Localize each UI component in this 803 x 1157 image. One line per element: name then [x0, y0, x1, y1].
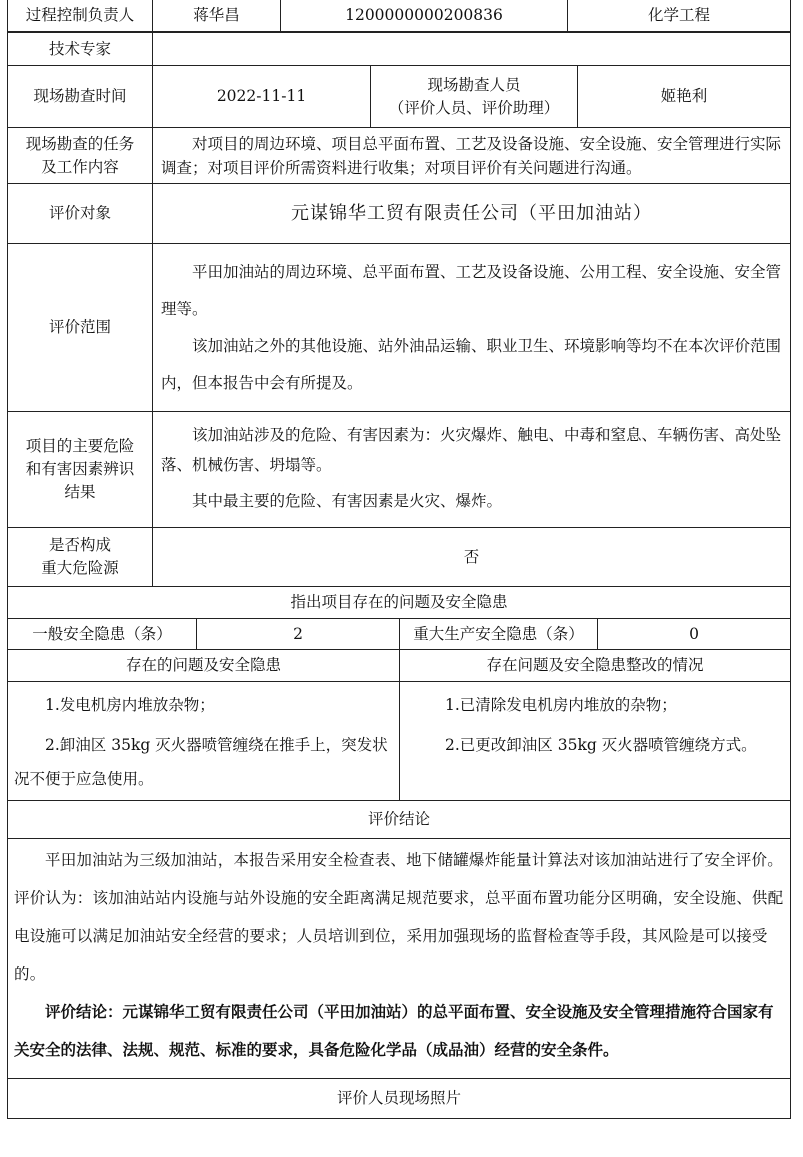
task-label-line2: 及工作内容	[41, 157, 119, 176]
label-survey-time: 现场勘查时间	[8, 66, 153, 127]
survey-staff-label-line2: （评价人员、评价助理）	[388, 98, 560, 117]
certificate-number: 1200000000200836	[281, 0, 568, 31]
photos-header: 评价人员现场照片	[336, 1089, 461, 1107]
scope-paragraph-2: 该加油站之外的其他设施、站外油品运输、职业卫生、环境影响等均不在本次评价范围内，但本报告中会有所提及。	[161, 337, 782, 392]
label-major-hazard-count: 重大生产安全隐患（条）	[400, 619, 598, 649]
row-conclusion	[7, 839, 791, 1079]
hazard-paragraph-2: 其中最主要的危险、有害因素是火灾、爆炸。	[192, 492, 503, 510]
eval-scope-content	[153, 244, 790, 411]
tech-expert-value	[153, 33, 790, 65]
rectification-column-header: 存在问题及安全隐患整改的情况	[486, 656, 704, 674]
conclusion-content	[8, 839, 790, 1078]
row-survey	[7, 66, 791, 128]
hazard-label-line2: 和有害因素辨识	[25, 460, 135, 478]
row-tech-expert	[7, 32, 791, 66]
task-content: 对项目的周边环境、项目总平面布置、工艺及设备设施、安全设施、安全管理进行实际调查；对项目评价所需资料进行收集；对项目评价有关问题进行沟通。	[161, 134, 782, 177]
label-process-control-head: 过程控制负责人	[8, 0, 153, 31]
issues-header: 指出项目存在的问题及安全隐患	[290, 593, 508, 611]
label-major-hazard	[8, 528, 153, 586]
row-task	[7, 128, 791, 184]
conclusion-paragraph: 平田加油站为三级加油站，本报告采用安全检查表、地下储罐爆炸能量计算法对该加油站进行了安全评价。评价认为：该加油站站内设施与站外设施的安全距离满足规范要求，总平面布置功能分区明确，安全设施、供配电设施可以满足加油站安全经营的要求；人员培训到位，采用加强现场的监督检查等手段，其风险是可以接受的。	[14, 851, 784, 983]
row-eval-scope	[7, 244, 791, 412]
label-survey-staff	[371, 66, 578, 127]
task-label-line1: 现场勘查的任务	[25, 134, 135, 153]
rectification-list	[400, 682, 790, 800]
major-hazard-count: 0	[689, 624, 699, 643]
label-hazard	[8, 412, 153, 527]
issues-column-header: 存在的问题及安全隐患	[8, 650, 400, 681]
major-hazard-label-line1: 是否构成	[48, 536, 111, 554]
conclusion-header: 评价结论	[367, 810, 430, 828]
row-issue-columns	[7, 650, 791, 682]
major-hazard-label-line2: 重大危险源	[41, 559, 119, 577]
issues-list	[8, 682, 400, 800]
label-tech-expert: 技术专家	[8, 33, 153, 65]
row-issues	[7, 682, 791, 801]
row-major-hazard	[7, 528, 791, 587]
task-content-cell	[153, 128, 790, 183]
hazard-content	[153, 412, 790, 527]
conclusion-statement: 评价结论：元谋锦华工贸有限责任公司（平田加油站）的总平面布置、安全设施及安全管理措施符合国家有关安全的法律、法规、规范、标准的要求，具备危险化学品（成品油）经营的安全条件。	[14, 1002, 774, 1059]
row-photos-header	[7, 1079, 791, 1119]
hazard-label-line3: 结果	[64, 483, 96, 501]
survey-staff-label-line1: 现场勘查人员	[427, 75, 521, 94]
label-eval-scope: 评价范围	[8, 244, 153, 411]
hazard-paragraph-1: 该加油站涉及的危险、有害因素为：火灾爆炸、触电、中毒和窒息、车辆伤害、高处坠落、机械伤害、坍塌等。	[161, 426, 782, 474]
issue-item-2: 2.卸油区 35kg 灭火器喷管缠绕在推手上，突发状况不便于应急使用。	[14, 736, 388, 788]
eval-object-value: 元谋锦华工贸有限责任公司（平田加油站）	[291, 203, 652, 224]
major-hazard-value: 否	[463, 547, 480, 566]
major-field: 化学工程	[647, 6, 710, 24]
survey-staff-name: 姬艳利	[660, 87, 708, 105]
row-hazard	[7, 412, 791, 528]
rectification-item-2: 2.已更改卸油区 35kg 灭火器喷管缠绕方式。	[445, 736, 757, 754]
row-conclusion-header	[7, 801, 791, 839]
row-issue-counts	[7, 619, 791, 650]
general-hazard-count: 2	[197, 619, 400, 649]
label-eval-object: 评价对象	[8, 184, 153, 243]
rectification-item-1: 1.已清除发电机房内堆放的杂物；	[445, 696, 677, 714]
issue-item-1: 1.发电机房内堆放杂物；	[45, 696, 215, 714]
label-general-hazard-count: 一般安全隐患（条）	[8, 619, 197, 649]
row-responsible	[7, 0, 791, 32]
row-issues-header	[7, 587, 791, 619]
scope-paragraph-1: 平田加油站的周边环境、总平面布置、工艺及设备设施、公用工程、安全设施、安全管理等。	[161, 263, 782, 318]
hazard-label-line1: 项目的主要危险	[25, 437, 135, 455]
responsible-name: 蒋华昌	[153, 0, 281, 31]
survey-date: 2022-11-11	[153, 66, 371, 127]
row-eval-object	[7, 184, 791, 244]
label-task	[8, 128, 153, 183]
